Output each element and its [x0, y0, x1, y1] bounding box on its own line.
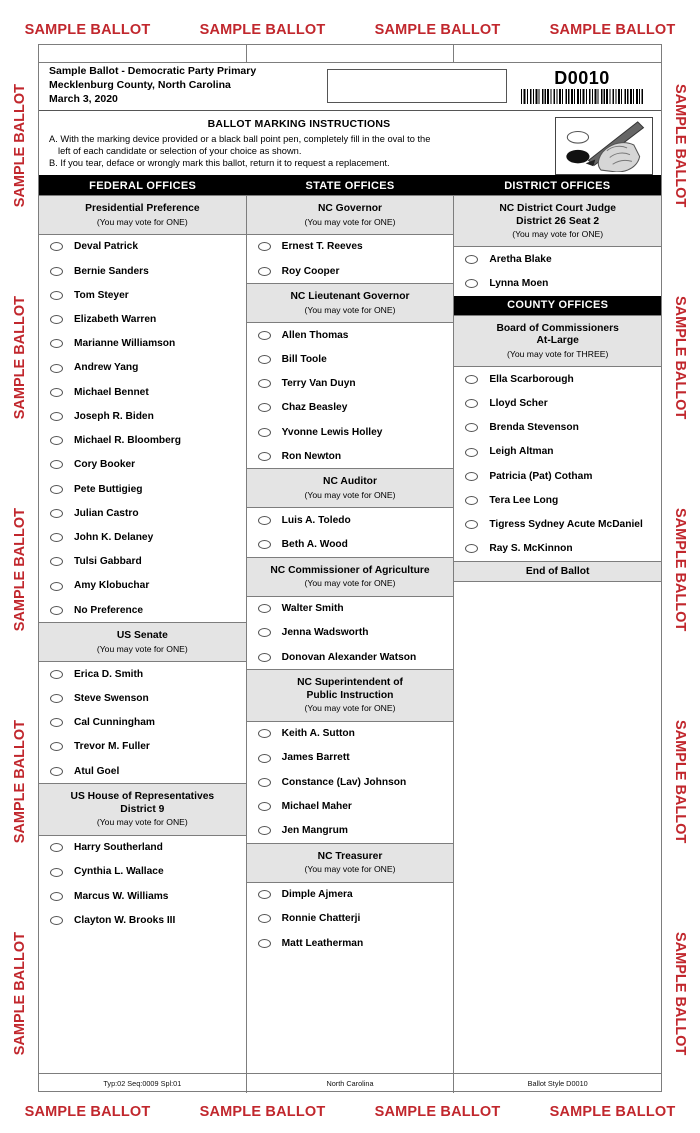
contest-header: [39, 783, 246, 835]
ballot-column-district-county: [453, 196, 661, 1073]
candidate-row[interactable]: [454, 488, 661, 512]
candidate-row[interactable]: [39, 429, 246, 453]
candidate-row[interactable]: [454, 391, 661, 415]
candidate-name: Cory Booker: [74, 459, 136, 471]
candidate-name: Andrew Yang: [74, 362, 139, 374]
sample-ballot-text: SAMPLE BALLOT: [374, 22, 501, 38]
candidate-row[interactable]: [39, 550, 246, 574]
sample-ballot-watermark-bottom: [0, 1104, 700, 1120]
contest-vote-instruction: (You may vote for ONE): [96, 643, 188, 654]
vote-oval-icon[interactable]: [50, 242, 63, 251]
candidate-row[interactable]: [247, 508, 454, 532]
vote-oval-icon[interactable]: [258, 267, 271, 276]
top-strip-cell-2: [246, 45, 454, 62]
ballot-style-code-block: [507, 69, 651, 104]
candidate-row[interactable]: [454, 416, 661, 440]
vote-oval-icon[interactable]: [258, 890, 271, 899]
candidate-row[interactable]: [247, 347, 454, 371]
contest-header: [247, 557, 454, 597]
vote-oval-icon[interactable]: [258, 403, 271, 412]
candidate-row[interactable]: [39, 836, 246, 860]
vote-oval-icon[interactable]: [465, 520, 478, 529]
vote-oval-icon[interactable]: [50, 291, 63, 300]
sample-ballot-text: SAMPLE BALLOT: [672, 296, 688, 420]
vote-oval-icon[interactable]: [465, 279, 478, 288]
candidate-row[interactable]: [247, 621, 454, 645]
sample-ballot-text: SAMPLE BALLOT: [24, 22, 151, 38]
contest-title: US Senate: [116, 630, 168, 642]
candidate-row[interactable]: [39, 308, 246, 332]
candidate-name: Matt Leatherman: [281, 937, 364, 949]
candidate-name: Steve Swenson: [74, 692, 149, 704]
vote-oval-icon[interactable]: [258, 540, 271, 549]
vote-oval-icon[interactable]: [50, 436, 63, 445]
vote-oval-icon[interactable]: [465, 423, 478, 432]
candidate-row[interactable]: [39, 356, 246, 380]
candidate-row[interactable]: [247, 645, 454, 669]
candidate-name: Roy Cooper: [281, 265, 340, 277]
vote-oval-icon[interactable]: [465, 399, 478, 408]
sample-ballot-text: SAMPLE BALLOT: [549, 22, 676, 38]
candidate-name: Bill Toole: [281, 353, 327, 365]
section-label-county: COUNTY OFFICES: [454, 296, 661, 315]
vote-oval-icon[interactable]: [258, 242, 271, 251]
contest-header: [247, 468, 454, 508]
sample-ballot-text: SAMPLE BALLOT: [12, 84, 28, 208]
candidate-row[interactable]: [39, 404, 246, 428]
contest-header: [247, 283, 454, 323]
sample-ballot-text: SAMPLE BALLOT: [12, 296, 28, 420]
candidate-name: Terry Van Duyn: [281, 378, 356, 390]
vote-oval-icon[interactable]: [258, 802, 271, 811]
candidate-row[interactable]: [454, 247, 661, 271]
sample-ballot-text: SAMPLE BALLOT: [672, 932, 688, 1056]
vote-oval-icon[interactable]: [50, 742, 63, 751]
candidate-row[interactable]: [39, 884, 246, 908]
candidate-row[interactable]: [39, 598, 246, 622]
vote-oval-icon[interactable]: [465, 448, 478, 457]
candidate-name: Clayton W. Brooks III: [74, 914, 176, 926]
candidate-row[interactable]: [39, 235, 246, 259]
candidate-name: Lloyd Scher: [489, 397, 548, 409]
ballot-top-strip: [39, 45, 661, 63]
ballot-header-line-3: March 3, 2020: [49, 92, 118, 105]
top-strip-cell-1: [39, 45, 246, 62]
vote-oval-icon[interactable]: [50, 533, 63, 542]
vote-oval-icon[interactable]: [465, 544, 478, 553]
candidate-name: Constance (Lav) Johnson: [281, 776, 407, 788]
vote-oval-icon[interactable]: [50, 339, 63, 348]
candidate-row[interactable]: [247, 722, 454, 746]
contest-vote-instruction: (You may vote for ONE): [304, 864, 396, 875]
vote-oval-icon[interactable]: [50, 509, 63, 518]
candidate-row[interactable]: [39, 332, 246, 356]
ballot-sheet: [38, 44, 662, 1092]
ballot-marking-instructions: [39, 111, 661, 175]
vote-oval-icon[interactable]: [50, 916, 63, 925]
candidate-name: Cynthia L. Wallace: [74, 866, 164, 878]
candidate-row[interactable]: [247, 794, 454, 818]
vote-oval-icon[interactable]: [50, 485, 63, 494]
candidate-row[interactable]: [247, 372, 454, 396]
contest-vote-instruction: (You may vote for THREE): [507, 348, 609, 359]
candidate-row[interactable]: [454, 464, 661, 488]
candidate-row[interactable]: [454, 440, 661, 464]
candidate-name: James Barrett: [281, 752, 350, 764]
sample-ballot-text: SAMPLE BALLOT: [12, 508, 28, 632]
contest-title: NC Commissioner of Agriculture: [270, 564, 430, 576]
candidate-name: Chaz Beasley: [281, 402, 348, 414]
vote-oval-icon[interactable]: [50, 868, 63, 877]
contest-vote-instruction: (You may vote for ONE): [304, 578, 396, 589]
barcode-icon: [521, 89, 643, 104]
contest-title: NC Treasurer: [317, 850, 383, 862]
footer-center: North Carolina: [246, 1074, 454, 1093]
candidate-name: Dimple Ajmera: [281, 889, 353, 901]
instructions-line-a-cont: left of each candidate or selection of your choice as shown.: [58, 146, 302, 157]
candidate-name: Patricia (Pat) Cotham: [489, 470, 593, 482]
candidate-name: Marcus W. Williams: [74, 890, 169, 902]
candidate-name: Tera Lee Long: [489, 494, 559, 506]
candidate-name: Keith A. Sutton: [281, 728, 355, 740]
contest-title: NC Lieutenant Governor: [290, 291, 410, 303]
candidate-name: Tulsi Gabbard: [74, 556, 142, 568]
candidate-name: Ella Scarborough: [489, 373, 574, 385]
ballot-columns: [39, 195, 661, 1073]
vote-oval-icon[interactable]: [258, 428, 271, 437]
candidate-row[interactable]: [247, 444, 454, 468]
candidate-row[interactable]: [39, 711, 246, 735]
sample-ballot-text: SAMPLE BALLOT: [12, 932, 28, 1056]
candidate-row[interactable]: [247, 533, 454, 557]
vote-oval-icon[interactable]: [50, 582, 63, 591]
vote-oval-icon[interactable]: [258, 939, 271, 948]
ballot-header-line-2: Mecklenburg County, North Carolina: [49, 79, 231, 92]
contest-vote-instruction: (You may vote for ONE): [96, 817, 188, 828]
candidate-name: Michael R. Bloomberg: [74, 435, 181, 447]
vote-oval-icon[interactable]: [258, 778, 271, 787]
vote-oval-icon[interactable]: [50, 670, 63, 679]
ballot-column-federal: [39, 196, 246, 1073]
candidate-row[interactable]: [39, 908, 246, 932]
contest-vote-instruction: (You may vote for ONE): [304, 490, 396, 501]
candidate-row[interactable]: [454, 272, 661, 296]
candidate-row[interactable]: [247, 396, 454, 420]
candidate-name: Joseph R. Biden: [74, 410, 154, 422]
vote-oval-icon[interactable]: [258, 516, 271, 525]
vote-oval-icon[interactable]: [465, 375, 478, 384]
footer-left: Typ:02 Seq:0009 Spl:01: [103, 1079, 182, 1088]
candidate-row[interactable]: [39, 283, 246, 307]
candidate-name: Jen Mangrum: [281, 825, 348, 837]
candidate-row[interactable]: [247, 931, 454, 955]
sample-ballot-watermark-top: [0, 22, 700, 38]
candidate-row[interactable]: [247, 907, 454, 931]
section-label-state: STATE OFFICES: [305, 179, 395, 192]
contest-vote-instruction: (You may vote for ONE): [304, 216, 396, 227]
vote-oval-icon[interactable]: [50, 557, 63, 566]
instructions-line-b: B. If you tear, deface or wrongly mark this ballot, return it to request a replacement.: [49, 158, 390, 169]
contest-header: [454, 315, 661, 367]
candidate-name: Ronnie Chatterji: [281, 913, 361, 925]
candidate-name: Allen Thomas: [281, 329, 349, 341]
vote-oval-icon[interactable]: [465, 496, 478, 505]
candidate-name: Cal Cunningham: [74, 717, 155, 729]
sample-ballot-text: SAMPLE BALLOT: [672, 508, 688, 632]
vote-oval-icon[interactable]: [50, 843, 63, 852]
candidate-name: Bernie Sanders: [74, 265, 149, 277]
top-strip-cell-3: [453, 45, 661, 62]
sample-ballot-text: SAMPLE BALLOT: [672, 720, 688, 844]
ballot-footer: [39, 1073, 661, 1093]
candidate-name: Michael Maher: [281, 800, 352, 812]
candidate-row[interactable]: [247, 420, 454, 444]
contest-title: NC District Court Judge District 26 Seat 2: [499, 203, 617, 227]
candidate-name: Julian Castro: [74, 507, 139, 519]
vote-oval-icon[interactable]: [50, 460, 63, 469]
vote-oval-icon[interactable]: [258, 826, 271, 835]
candidate-row[interactable]: [247, 259, 454, 283]
sample-ballot-text: SAMPLE BALLOT: [672, 84, 688, 208]
instructions-text: [49, 117, 555, 169]
contest-title: US House of Representatives District 9: [70, 791, 215, 815]
contest-header: [247, 669, 454, 721]
vote-oval-icon[interactable]: [465, 472, 478, 481]
candidate-row[interactable]: [247, 746, 454, 770]
candidate-name: Erica D. Smith: [74, 668, 144, 680]
vote-oval-icon[interactable]: [50, 364, 63, 373]
vote-oval-icon[interactable]: [258, 653, 271, 662]
ballot-style-code: D0010: [554, 67, 610, 88]
sample-ballot-text: SAMPLE BALLOT: [199, 22, 326, 38]
vote-oval-icon[interactable]: [50, 412, 63, 421]
candidate-row[interactable]: [39, 574, 246, 598]
section-label-district: DISTRICT OFFICES: [504, 179, 611, 192]
contest-title: Board of Commissioners At-Large: [496, 322, 619, 347]
vote-oval-icon[interactable]: [258, 914, 271, 923]
candidate-row[interactable]: [39, 525, 246, 549]
instructions-title: BALLOT MARKING INSTRUCTIONS: [207, 118, 391, 130]
vote-oval-icon[interactable]: [258, 452, 271, 461]
vote-oval-icon[interactable]: [50, 892, 63, 901]
candidate-name: Aretha Blake: [489, 253, 552, 265]
candidate-row[interactable]: [247, 883, 454, 907]
candidate-name: No Preference: [74, 604, 144, 616]
contest-title: Presidential Preference: [85, 203, 200, 214]
candidate-name: Tom Steyer: [74, 289, 129, 301]
vote-oval-icon[interactable]: [258, 604, 271, 613]
candidate-row[interactable]: [39, 380, 246, 404]
candidate-row[interactable]: [247, 323, 454, 347]
candidate-name: Trevor M. Fuller: [74, 741, 150, 753]
end-of-ballot-label: End of Ballot: [454, 561, 661, 582]
candidate-row[interactable]: [247, 819, 454, 843]
sample-ballot-text: SAMPLE BALLOT: [374, 1104, 501, 1120]
footer-right: Ballot Style D0010: [453, 1074, 661, 1093]
candidate-row[interactable]: [39, 759, 246, 783]
candidate-row[interactable]: [39, 453, 246, 477]
candidate-row[interactable]: [247, 770, 454, 794]
hand-with-pen-icon: [555, 117, 653, 175]
candidate-row[interactable]: [39, 259, 246, 283]
contest-header: [39, 622, 246, 662]
instructions-line-a: A. With the marking device provided or a black ball point pen, completely fill in the oval to the: [49, 134, 431, 144]
vote-oval-icon[interactable]: [258, 331, 271, 340]
candidate-name: Ray S. McKinnon: [489, 543, 573, 555]
sample-ballot-text: SAMPLE BALLOT: [12, 720, 28, 844]
vote-oval-icon[interactable]: [258, 754, 271, 763]
section-label-federal: FEDERAL OFFICES: [89, 179, 197, 192]
candidate-name: Pete Buttigieg: [74, 483, 143, 495]
candidate-name: Marianne Williamson: [74, 338, 176, 350]
sample-ballot-text: SAMPLE BALLOT: [24, 1104, 151, 1120]
candidate-name: Lynna Moen: [489, 278, 549, 290]
candidate-name: Michael Bennet: [74, 386, 149, 398]
candidate-name: Tigress Sydney Acute McDaniel: [489, 519, 643, 531]
contest-header: [39, 196, 246, 235]
candidate-row[interactable]: [39, 860, 246, 884]
ballot-header-title: [49, 65, 321, 107]
contest-header: [247, 843, 454, 883]
section-bar-offices: [39, 175, 661, 195]
vote-oval-icon[interactable]: [50, 718, 63, 727]
candidate-name: Donovan Alexander Watson: [281, 651, 417, 663]
vote-oval-icon[interactable]: [465, 255, 478, 264]
candidate-row[interactable]: [39, 686, 246, 710]
candidate-name: Luis A. Toledo: [281, 514, 351, 526]
contest-title: NC Auditor: [323, 476, 377, 488]
candidate-name: Beth A. Wood: [281, 539, 348, 551]
ballot-header-blank-box: [327, 69, 507, 103]
candidate-row[interactable]: [247, 597, 454, 621]
sample-ballot-watermark-right: [662, 40, 698, 1100]
vote-oval-icon[interactable]: [50, 267, 63, 276]
candidate-row[interactable]: [454, 367, 661, 391]
vote-oval-icon[interactable]: [258, 729, 271, 738]
candidate-name: Leigh Altman: [489, 446, 554, 458]
candidate-name: Ernest T. Reeves: [281, 241, 363, 253]
contest-vote-instruction: (You may vote for ONE): [96, 216, 188, 227]
candidate-name: Jenna Wadsworth: [281, 627, 369, 639]
candidate-name: Amy Klobuchar: [74, 580, 150, 592]
contest-header: [454, 196, 661, 247]
candidate-name: Ron Newton: [281, 450, 342, 462]
contest-title: NC Governor: [317, 203, 383, 214]
candidate-row[interactable]: [39, 662, 246, 686]
candidate-name: Yvonne Lewis Holley: [281, 426, 383, 438]
sample-ballot-watermark-left: [2, 40, 38, 1100]
candidate-name: Deval Patrick: [74, 241, 138, 253]
candidate-name: Atul Goel: [74, 765, 120, 777]
ballot-column-state: [246, 196, 454, 1073]
candidate-name: Walter Smith: [281, 603, 344, 615]
vote-oval-icon[interactable]: [50, 315, 63, 324]
contest-title: NC Superintendent of Public Instruction: [297, 677, 403, 701]
vote-oval-icon[interactable]: [258, 355, 271, 364]
contest-vote-instruction: (You may vote for ONE): [304, 304, 396, 315]
candidate-name: Brenda Stevenson: [489, 422, 579, 434]
candidate-row[interactable]: [454, 513, 661, 537]
sample-ballot-text: SAMPLE BALLOT: [199, 1104, 326, 1120]
ballot-header: [39, 63, 661, 111]
sample-ballot-text: SAMPLE BALLOT: [549, 1104, 676, 1120]
contest-vote-instruction: (You may vote for ONE): [304, 703, 396, 714]
contest-vote-instruction: (You may vote for ONE): [512, 229, 604, 240]
vote-oval-icon[interactable]: [50, 606, 63, 615]
vote-oval-icon[interactable]: [50, 767, 63, 776]
contest-header: [247, 196, 454, 235]
candidate-row[interactable]: [247, 235, 454, 259]
candidate-row[interactable]: [454, 537, 661, 561]
candidate-row[interactable]: [39, 477, 246, 501]
candidate-name: Harry Southerland: [74, 842, 163, 854]
vote-oval-icon[interactable]: [258, 628, 271, 637]
candidate-row[interactable]: [39, 735, 246, 759]
vote-oval-icon[interactable]: [50, 388, 63, 397]
candidate-name: John K. Delaney: [74, 531, 154, 543]
ballot-header-line-1: Sample Ballot - Democratic Party Primary: [49, 65, 257, 78]
vote-oval-icon[interactable]: [50, 694, 63, 703]
vote-oval-icon[interactable]: [258, 379, 271, 388]
candidate-name: Elizabeth Warren: [74, 314, 157, 326]
candidate-row[interactable]: [39, 501, 246, 525]
